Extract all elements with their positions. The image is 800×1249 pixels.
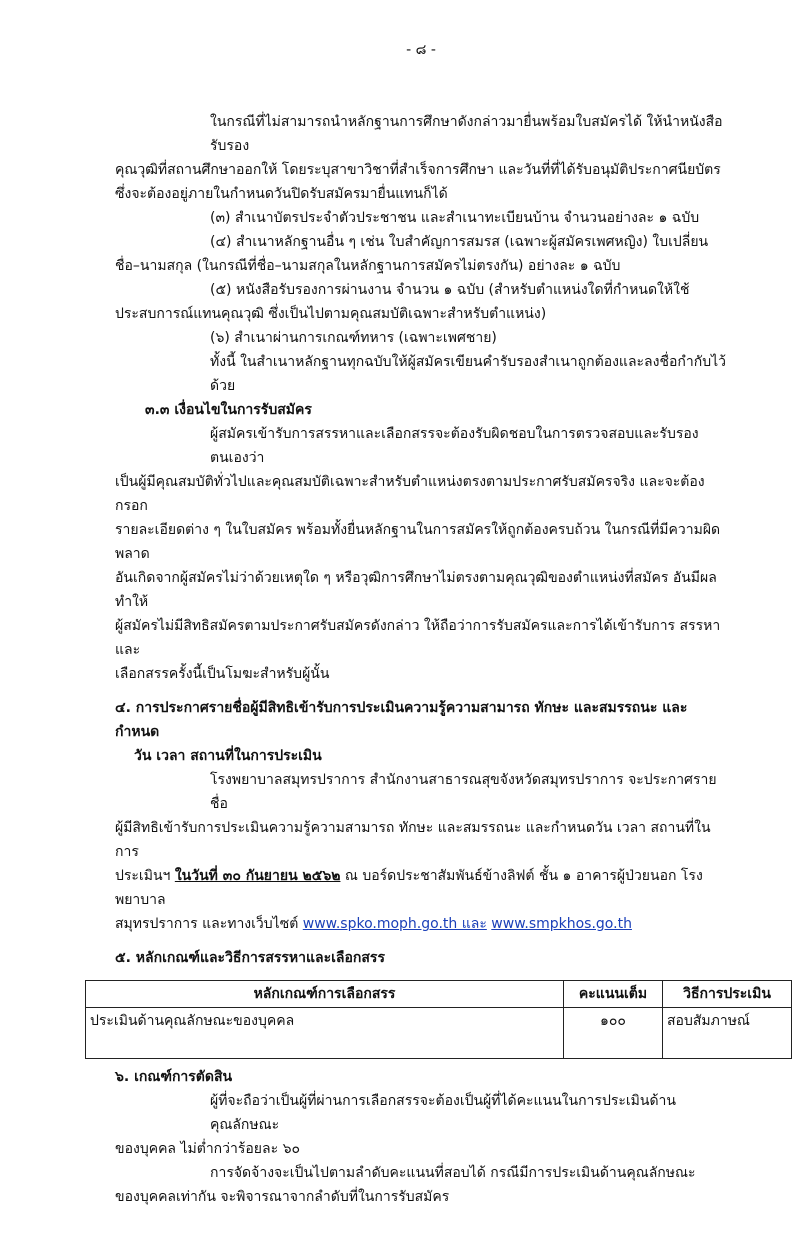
paragraph-line: ในกรณีที่ไม่สามารถนำหลักฐานการศึกษาดังกล่าวมายื่นพร้อมใบสมัครได้ ให้นำหนังสือรับรอง	[210, 114, 723, 154]
paragraph-line: โรงพยาบาลสมุทรปราการ สำนักงานสาธารณสุขจังหวัดสมุทรปราการ จะประกาศรายชื่อ	[210, 772, 717, 812]
list-item-6: (๖) สำเนาผ่านการเกณฑ์ทหาร (เฉพาะเพศชาย)	[210, 330, 497, 346]
table-cell: ๑๐๐	[564, 1008, 663, 1059]
section-4-heading-cont: วัน เวลา สถานที่ในการประเมิน	[134, 748, 322, 764]
list-item-4: (๔) สำเนาหลักฐานอื่น ๆ เช่น ใบสำคัญการสมรส (เฉพาะผู้สมัครเพศหญิง) ใบเปลี่ยน	[210, 234, 709, 250]
paragraph-line: เป็นผู้มีคุณสมบัติทั่วไปและคุณสมบัติเฉพาะสำหรับตำแหน่งตรงตามประกาศรับสมัครจริง และจะต้องกรอก	[115, 474, 705, 514]
paragraph-line: รายละเอียดต่าง ๆ ในใบสมัคร พร้อมทั้งยื่นหลักฐานในการสมัครให้ถูกต้องครบถ้วน ในกรณีที่มีความผิดพลาด	[115, 522, 721, 562]
section-4-heading: ๔. การประกาศรายชื่อผู้มีสิทธิเข้ารับการประเมินความรู้ความสามารถ ทักษะ และสมรรถนะ และกำหนด	[115, 700, 688, 740]
list-item-4-cont: ชื่อ–นามสกุล (ในกรณีที่ชื่อ–นามสกุลในหลักฐานการสมัครไม่ตรงกัน) อย่างละ ๑ ฉบับ	[115, 258, 621, 274]
table-header-row	[86, 981, 792, 1008]
section-6-heading: ๖. เกณฑ์การตัดสิน	[115, 1069, 233, 1085]
criteria-table-wrapper	[85, 980, 792, 1059]
table-row	[86, 1008, 792, 1059]
table-cell: ประเมินด้านคุณลักษณะของบุคคล	[86, 1008, 564, 1059]
paragraph-line: การจัดจ้างจะเป็นไปตามลำดับคะแนนที่สอบได้ กรณีมีการประเมินด้านคุณลักษณะ	[210, 1165, 696, 1181]
paragraph-line: ผู้สมัครไม่มีสิทธิสมัครตามประกาศรับสมัครดังกล่าว ให้ถือว่าการรับสมัครและการได้เข้ารับการ สรรหาและ	[115, 618, 721, 658]
paragraph-line: ของบุคคลเท่ากัน จะพิจารณาจากลำดับที่ในการรับสมัคร	[115, 1189, 450, 1205]
text: ประเมินฯ	[115, 868, 171, 884]
paragraph-line	[115, 912, 727, 936]
paragraph-line: ผู้มีสิทธิเข้ารับการประเมินความรู้ความสามารถ ทักษะ และสมรรถนะ และกำหนดวัน เวลา สถานที่ในการ	[115, 820, 711, 860]
section-3-3-heading: ๓.๓ เงื่อนไขในการรับสมัคร	[145, 402, 312, 418]
paragraph-line: คุณวุฒิที่สถานศึกษาออกให้ โดยระบุสาขาวิชาที่สำเร็จการศึกษา และวันที่ที่ได้รับอนุมัติประกาศนียบัตร	[115, 162, 721, 178]
list-item-5: (๕) หนังสือรับรองการผ่านงาน จำนวน ๑ ฉบับ (สำหรับตำแหน่งใดที่กำหนดให้ใช้	[210, 282, 690, 298]
column-header: หลักเกณฑ์การเลือกสรร	[86, 981, 564, 1008]
page-number: - ๘ -	[406, 42, 436, 58]
paragraph-line	[115, 864, 727, 912]
column-header: วิธีการประเมิน	[663, 981, 792, 1008]
column-header: คะแนนเต็ม	[564, 981, 663, 1008]
table-cell: สอบสัมภาษณ์	[663, 1008, 792, 1059]
section-5-heading: ๕. หลักเกณฑ์และวิธีการสรรหาและเลือกสรร	[115, 950, 385, 966]
note-line: ทั้งนี้ ในสำเนาหลักฐานทุกฉบับให้ผู้สมัครเขียนคำรับรองสำเนาถูกต้องและลงชื่อกำกับไว้ด้วย	[210, 354, 726, 394]
paragraph-line: ผู้ที่จะถือว่าเป็นผู้ที่ผ่านการเลือกสรรจะต้องเป็นผู้ที่ได้คะแนนในการประเมินด้านคุณลักษณะ	[210, 1093, 676, 1133]
link-spko[interactable]: www.spko.moph.go.th และ	[302, 916, 487, 932]
criteria-table	[85, 980, 792, 1059]
link-smpkhos[interactable]: www.smpkhos.go.th	[491, 916, 632, 932]
text: สมุทรปราการ และทางเว็บไซต์	[115, 916, 299, 932]
text: ณ บอร์ดประชาสัมพันธ์ข้างลิฟต์ ชั้น ๑ อาคารผู้ป่วยนอก โรงพยาบาล	[115, 868, 703, 908]
paragraph-line: ของบุคคล ไม่ต่ำกว่าร้อยละ ๖๐	[115, 1141, 300, 1157]
announcement-date: ในวันที่ ๓๐ กันยายน ๒๕๖๒	[174, 868, 341, 884]
paragraph-line: ผู้สมัครเข้ารับการสรรหาและเลือกสรรจะต้องรับผิดชอบในการตรวจสอบและรับรองตนเองว่า	[210, 426, 699, 466]
paragraph-line: ซึ่งจะต้องอยู่ภายในกำหนดวันปิดรับสมัครมายื่นแทนก็ได้	[115, 186, 448, 202]
list-item-3: (๓) สำเนาบัตรประจำตัวประชาชน และสำเนาทะเบียนบ้าน จำนวนอย่างละ ๑ ฉบับ	[210, 210, 700, 226]
paragraph-line: อันเกิดจากผู้สมัครไม่ว่าด้วยเหตุใด ๆ หรือวุฒิการศึกษาไม่ตรงตามคุณวุฒิของตำแหน่งที่สมัคร อันมีผลทำให้	[115, 570, 717, 610]
paragraph-line: เลือกสรรครั้งนี้เป็นโมฆะสำหรับผู้นั้น	[115, 666, 330, 682]
list-item-5-cont: ประสบการณ์แทนคุณวุฒิ ซึ่งเป็นไปตามคุณสมบัติเฉพาะสำหรับตำแหน่ง)	[115, 306, 547, 322]
